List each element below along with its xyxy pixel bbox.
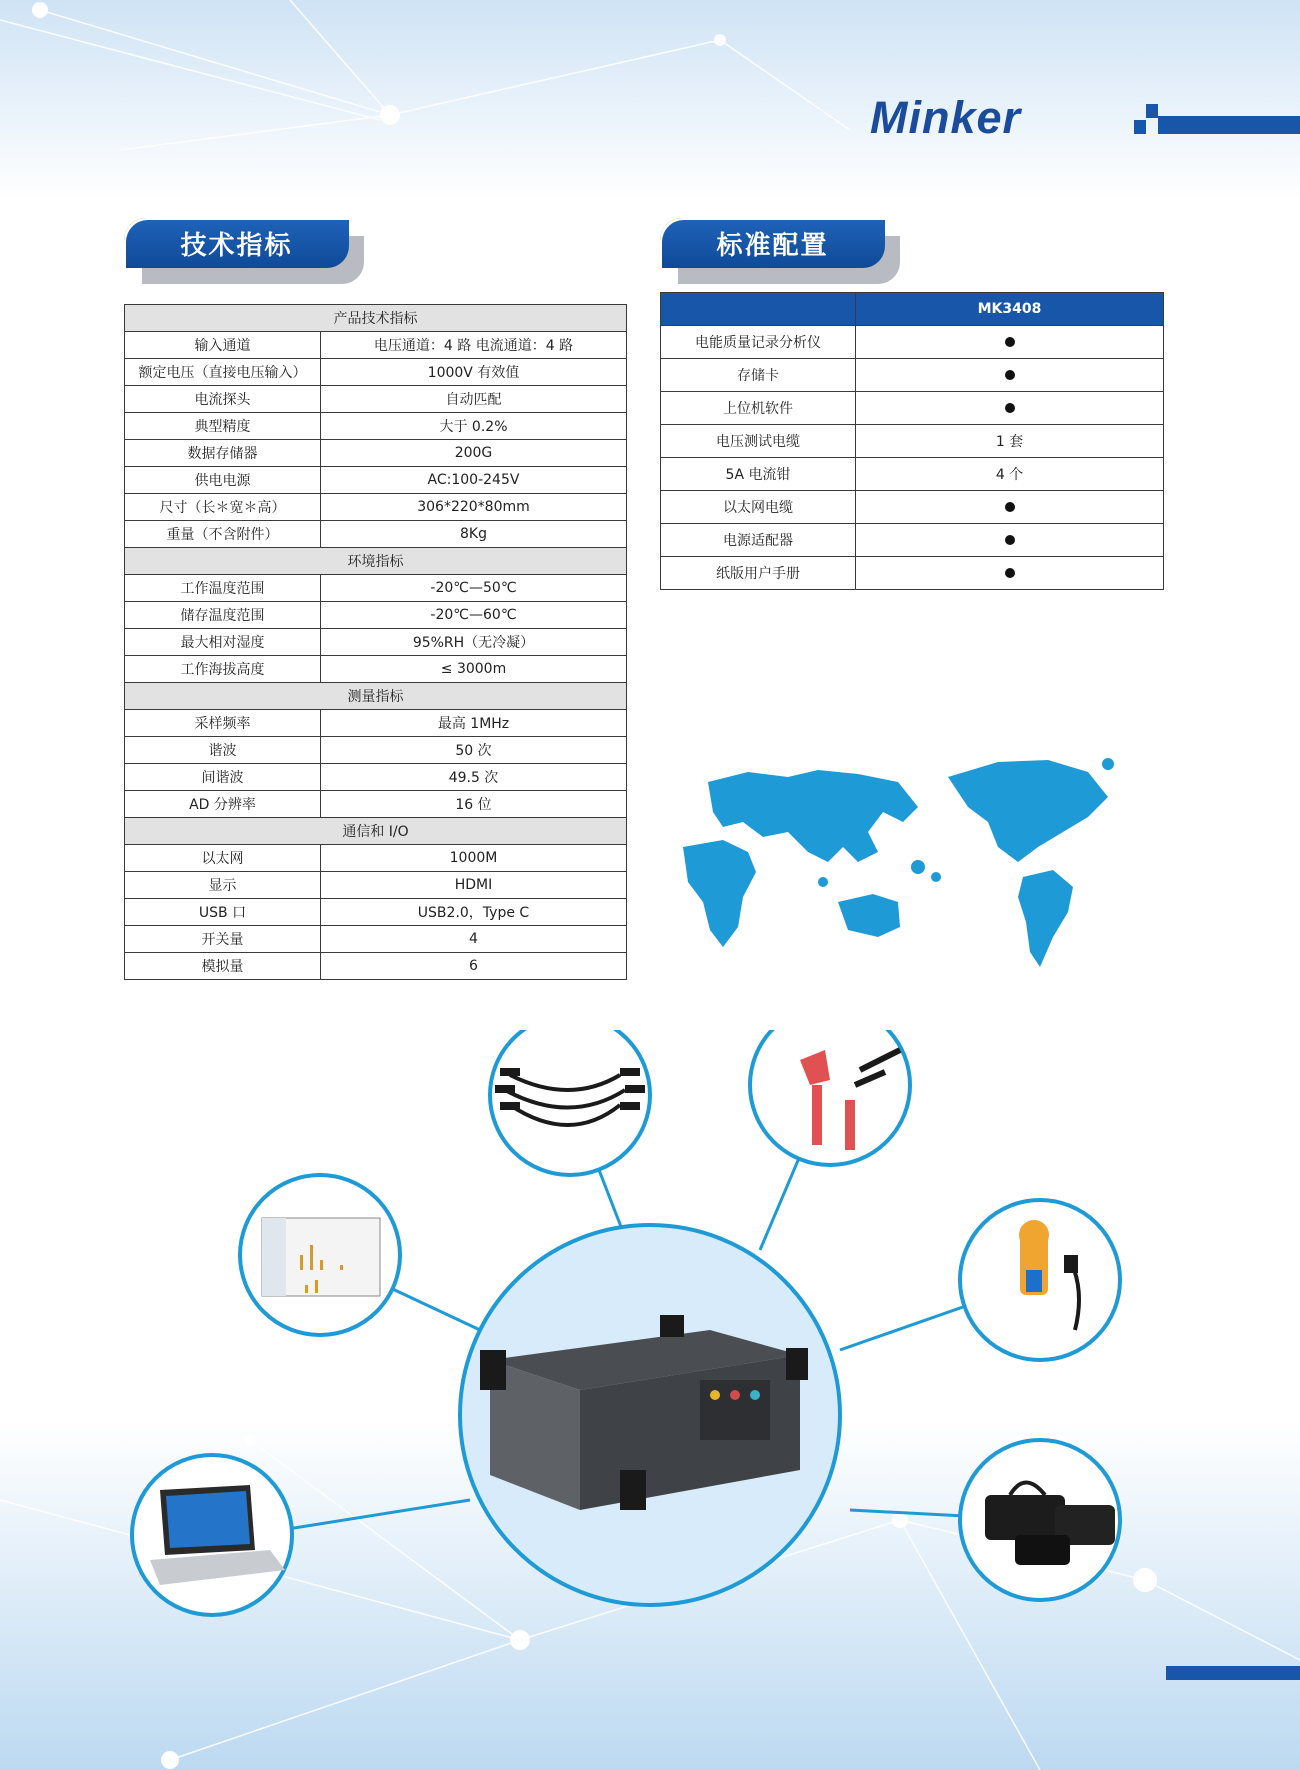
config-item: 存储卡 (661, 359, 856, 392)
config-item: 纸版用户手册 (661, 557, 856, 590)
spec-label: 额定电压（直接电压输入） (125, 359, 321, 386)
config-header-blank (661, 293, 856, 326)
spec-group-title: 产品技术指标 (125, 305, 627, 332)
spec-label: USB 口 (125, 899, 321, 926)
spec-row (125, 440, 627, 467)
config-row (661, 557, 1164, 590)
spec-value: 1000V 有效值 (321, 359, 627, 386)
specs-section-title: 技术指标 (124, 218, 349, 268)
spec-value: 50 次 (321, 737, 627, 764)
bullet-icon (1005, 403, 1015, 413)
spec-row (125, 467, 627, 494)
test-leads-image (490, 1030, 650, 1175)
config-item: 以太网电缆 (661, 491, 856, 524)
bullet-icon (1005, 568, 1015, 578)
config-row (661, 458, 1164, 491)
config-row (661, 392, 1164, 425)
config-included-dot (856, 359, 1164, 392)
spec-group-title: 测量指标 (125, 683, 627, 710)
config-included-dot (856, 557, 1164, 590)
config-item: 电能质量记录分析仪 (661, 326, 856, 359)
config-section-title: 标准配置 (660, 218, 885, 268)
spec-value: -20℃—60℃ (321, 602, 627, 629)
bullet-icon (1005, 502, 1015, 512)
config-item: 上位机软件 (661, 392, 856, 425)
analyzer-device-image (460, 1225, 840, 1605)
spec-value: HDMI (321, 872, 627, 899)
spec-row (125, 359, 627, 386)
spec-value: AC:100-245V (321, 467, 627, 494)
spec-value: 306*220*80mm (321, 494, 627, 521)
spec-row (125, 413, 627, 440)
spec-row (125, 845, 627, 872)
spec-row (125, 764, 627, 791)
spec-row (125, 953, 627, 980)
spec-label: 采样频率 (125, 710, 321, 737)
config-row (661, 326, 1164, 359)
alligator-clips-image (750, 1030, 910, 1165)
spec-label: 储存温度范围 (125, 602, 321, 629)
config-included-dot (856, 524, 1164, 557)
config-included-dot (856, 392, 1164, 425)
spec-table (124, 304, 627, 980)
spec-row (125, 791, 627, 818)
spec-row (125, 575, 627, 602)
software-screenshot-image (240, 1175, 400, 1335)
bullet-icon (1005, 370, 1015, 380)
spec-row (125, 521, 627, 548)
spec-row (125, 899, 627, 926)
spec-value: 8Kg (321, 521, 627, 548)
config-item: 电压测试电缆 (661, 425, 856, 458)
spec-value: -20℃—50℃ (321, 575, 627, 602)
spec-row (125, 602, 627, 629)
spec-value: 49.5 次 (321, 764, 627, 791)
accessories-diagram (0, 1030, 1300, 1650)
spec-value: 4 (321, 926, 627, 953)
config-table (660, 292, 1164, 590)
spec-label: 显示 (125, 872, 321, 899)
spec-label: 模拟量 (125, 953, 321, 980)
spec-row (125, 872, 627, 899)
spec-label: 重量（不含附件） (125, 521, 321, 548)
spec-row (125, 710, 627, 737)
spec-label: 数据存储器 (125, 440, 321, 467)
bullet-icon (1005, 337, 1015, 347)
config-row (661, 524, 1164, 557)
config-row (661, 359, 1164, 392)
config-item: 电源适配器 (661, 524, 856, 557)
specs-section-header (124, 218, 364, 284)
spec-row (125, 629, 627, 656)
spec-label: 工作温度范围 (125, 575, 321, 602)
spec-label: 供电电源 (125, 467, 321, 494)
config-row (661, 425, 1164, 458)
spec-group-title: 环境指标 (125, 548, 627, 575)
spec-label: 电流探头 (125, 386, 321, 413)
current-clamp-image (960, 1200, 1120, 1360)
config-row (661, 491, 1164, 524)
spec-value: USB2.0，Type C (321, 899, 627, 926)
spec-value: 自动匹配 (321, 386, 627, 413)
config-section-header (660, 218, 900, 284)
spec-label: 开关量 (125, 926, 321, 953)
spec-value: ≤ 3000m (321, 656, 627, 683)
logo-wordmark: Minker (870, 92, 1022, 143)
spec-label: 输入通道 (125, 332, 321, 359)
config-included-dot (856, 491, 1164, 524)
spec-row (125, 737, 627, 764)
spec-label: 典型精度 (125, 413, 321, 440)
spec-value: 16 位 (321, 791, 627, 818)
config-item: 5A 电流钳 (661, 458, 856, 491)
laptop-image (132, 1455, 292, 1615)
spec-label: 工作海拔高度 (125, 656, 321, 683)
spec-group-title: 通信和 I/O (125, 818, 627, 845)
spec-value: 1000M (321, 845, 627, 872)
spec-row (125, 332, 627, 359)
config-value: 1 套 (856, 425, 1164, 458)
spec-row (125, 494, 627, 521)
spec-label: 尺寸（长＊宽＊高） (125, 494, 321, 521)
bullet-icon (1005, 535, 1015, 545)
carrying-bags-image (960, 1440, 1120, 1600)
spec-row (125, 386, 627, 413)
spec-value: 电压通道：4 路 电流通道：4 路 (321, 332, 627, 359)
spec-label: AD 分辨率 (125, 791, 321, 818)
logo-mark-icon (870, 92, 1300, 152)
spec-label: 谐波 (125, 737, 321, 764)
config-header-row (661, 293, 1164, 326)
world-map-image (668, 752, 1158, 982)
config-value: 4 个 (856, 458, 1164, 491)
spec-value: 200G (321, 440, 627, 467)
spec-label: 最大相对湿度 (125, 629, 321, 656)
spec-value: 大于 0.2% (321, 413, 627, 440)
spec-value: 95%RH（无冷凝） (321, 629, 627, 656)
footer-accent-bar (1166, 1666, 1300, 1680)
config-included-dot (856, 326, 1164, 359)
spec-label: 间谐波 (125, 764, 321, 791)
spec-row (125, 656, 627, 683)
spec-value: 6 (321, 953, 627, 980)
spec-value: 最高 1MHz (321, 710, 627, 737)
spec-label: 以太网 (125, 845, 321, 872)
config-header-model: MK3408 (856, 293, 1164, 326)
spec-row (125, 926, 627, 953)
